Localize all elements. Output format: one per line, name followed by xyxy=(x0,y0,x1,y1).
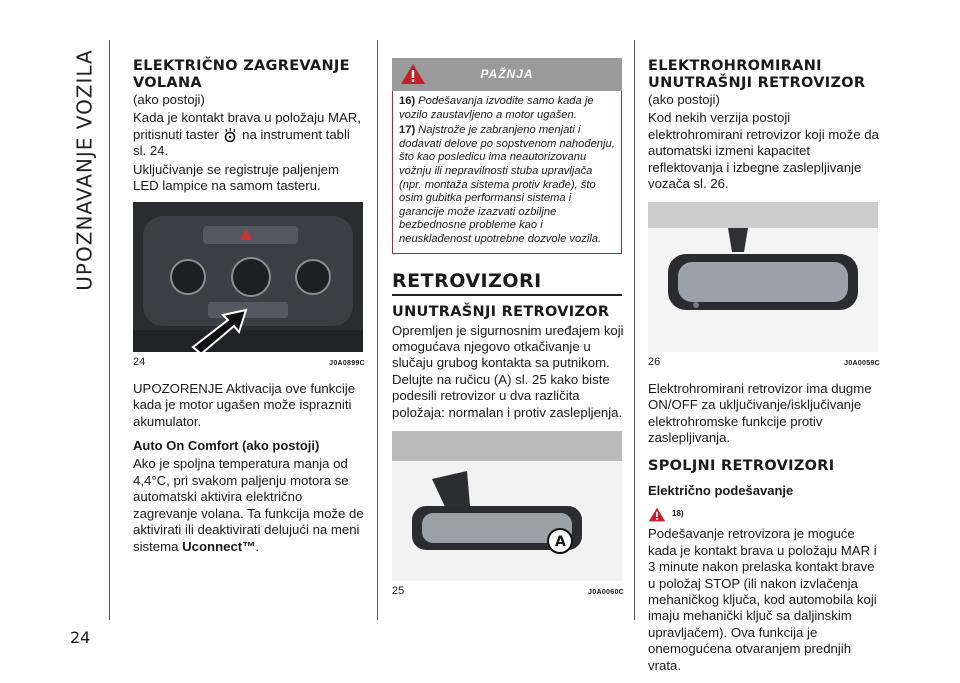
side-section-title: UPOZNAVANJE VOZILA xyxy=(73,49,97,291)
heading-rule xyxy=(392,294,622,296)
column-divider-2 xyxy=(634,40,635,620)
electrochromic-mirror-image xyxy=(648,202,878,352)
dashboard-controls-image xyxy=(133,202,363,352)
paragraph: Opremljen je sigurnosnim uređajem koji omogućava njegovo otkačivanje u slučaju grubog kontakta sa putnikom. Delujte na ručicu (A) sl. 25 kako biste podesili retrovizor u dva različita položaja: normalan i protiv zaslepljenja. xyxy=(392,322,624,420)
column-1 xyxy=(133,58,365,555)
warning-note-17: 17) Najstrože je zabranjeno menjati i dodavati delove po sopstvenom nahođenju, što kao posledicu ima neautorizovanu vožnju ili nepravilnosti stuba upravljača (npr. montaža sistema protiv krađe), što osim gubitka performansi sistema i garancije može izazvati ozbiljne bezbednosne probleme kao i neusklađenost upotrebne dozvole vozila. xyxy=(399,124,615,245)
column-3 xyxy=(648,58,880,674)
paragraph: Elektrohromirani retrovizor ima dugme ON/OFF za uključivanje/isključivanje elektrohromske funkcije protiv zaslepljivanja. xyxy=(648,380,872,446)
warning-triangle-icon xyxy=(648,507,666,522)
paragraph: Ako je spoljna temperatura manja od 4,4°C, pri svakom paljenju motora se automatski aktivira električno zagrevanje volana. Ta funkcija može de aktivirati ili deaktivirati delujući na meni sistema Uconnect™. xyxy=(133,456,364,554)
page-number: 24 xyxy=(70,628,91,647)
sub-heading: Auto On Comfort (ako postoji) xyxy=(133,438,320,454)
figure-caption: 25 J0A0060C xyxy=(392,584,624,597)
warning-reference: 18) xyxy=(648,506,880,522)
interior-mirror-image xyxy=(392,431,622,581)
figure-24-dashboard-controls xyxy=(133,202,363,352)
figure-25-interior-mirror xyxy=(392,431,622,581)
paragraph: Uključivanje se registruje paljenjem LED lampice na samom tasteru. xyxy=(133,161,339,194)
column-2 xyxy=(392,58,624,601)
paragraph: Kada je kontakt brava u položaju MAR, pritisnuti taster na instrument tabli sl. 24. xyxy=(133,110,361,159)
warning-box xyxy=(392,91,622,254)
callout-label-a: A xyxy=(555,533,566,550)
paragraph: Kod nekih verzija postoji elektrohromirani retrovizor koji može da automatski izmeni kapacitet reflektovanja i izbegne zaslepljivanje vozača sl. 26. xyxy=(648,110,879,192)
left-divider xyxy=(109,40,110,620)
column-divider-1 xyxy=(377,40,378,620)
sub-heading: Električno podešavanje xyxy=(648,483,794,499)
figure-26-electrochromic-mirror xyxy=(648,202,878,352)
sub-section-heading: UNUTRAŠNJI RETROVIZOR xyxy=(392,303,610,320)
warning-triangle-icon xyxy=(400,63,426,85)
figure-caption: 26 J0A0059C xyxy=(648,356,880,369)
section-heading: RETROVIZORI xyxy=(392,269,542,292)
section-heading: SPOLJNI RETROVIZORI xyxy=(648,458,835,475)
heated-steering-wheel-icon xyxy=(222,128,238,142)
warning-header: PAŽNJA xyxy=(392,58,622,91)
optional-note: (ako postoji) xyxy=(648,92,720,107)
optional-note: (ako postoji) xyxy=(133,92,205,107)
paragraph: Podešavanje retrovizora je moguće kada je kontakt brava u položaju MAR i 3 minute nakon prelaska kontakt brave u položaj STOP (ili nakon izvlačenja mehaničkog ključa, kod automobila koji imaju mehanički ključ sa daljinskim upravljačem). Ova funkcija je onemogućena otvaranjem prednjih vrata. xyxy=(648,526,877,673)
section-heading: ELEKTROHROMIRANI UNUTRAŠNJI RETROVIZOR xyxy=(648,58,866,91)
warning-note-16: 16) Podešavanja izvodite samo kada je vozilo zaustavljeno a motor ugašen. xyxy=(399,95,594,121)
paragraph: UPOZORENJE Aktivacija ove funkcije kada je motor ugašen može isprazniti akumulator. xyxy=(133,380,356,429)
section-heading: ELEKTRIČNO ZAGREVANJE VOLANA xyxy=(133,58,350,91)
figure-caption: 24 J0A0899C xyxy=(133,356,365,369)
